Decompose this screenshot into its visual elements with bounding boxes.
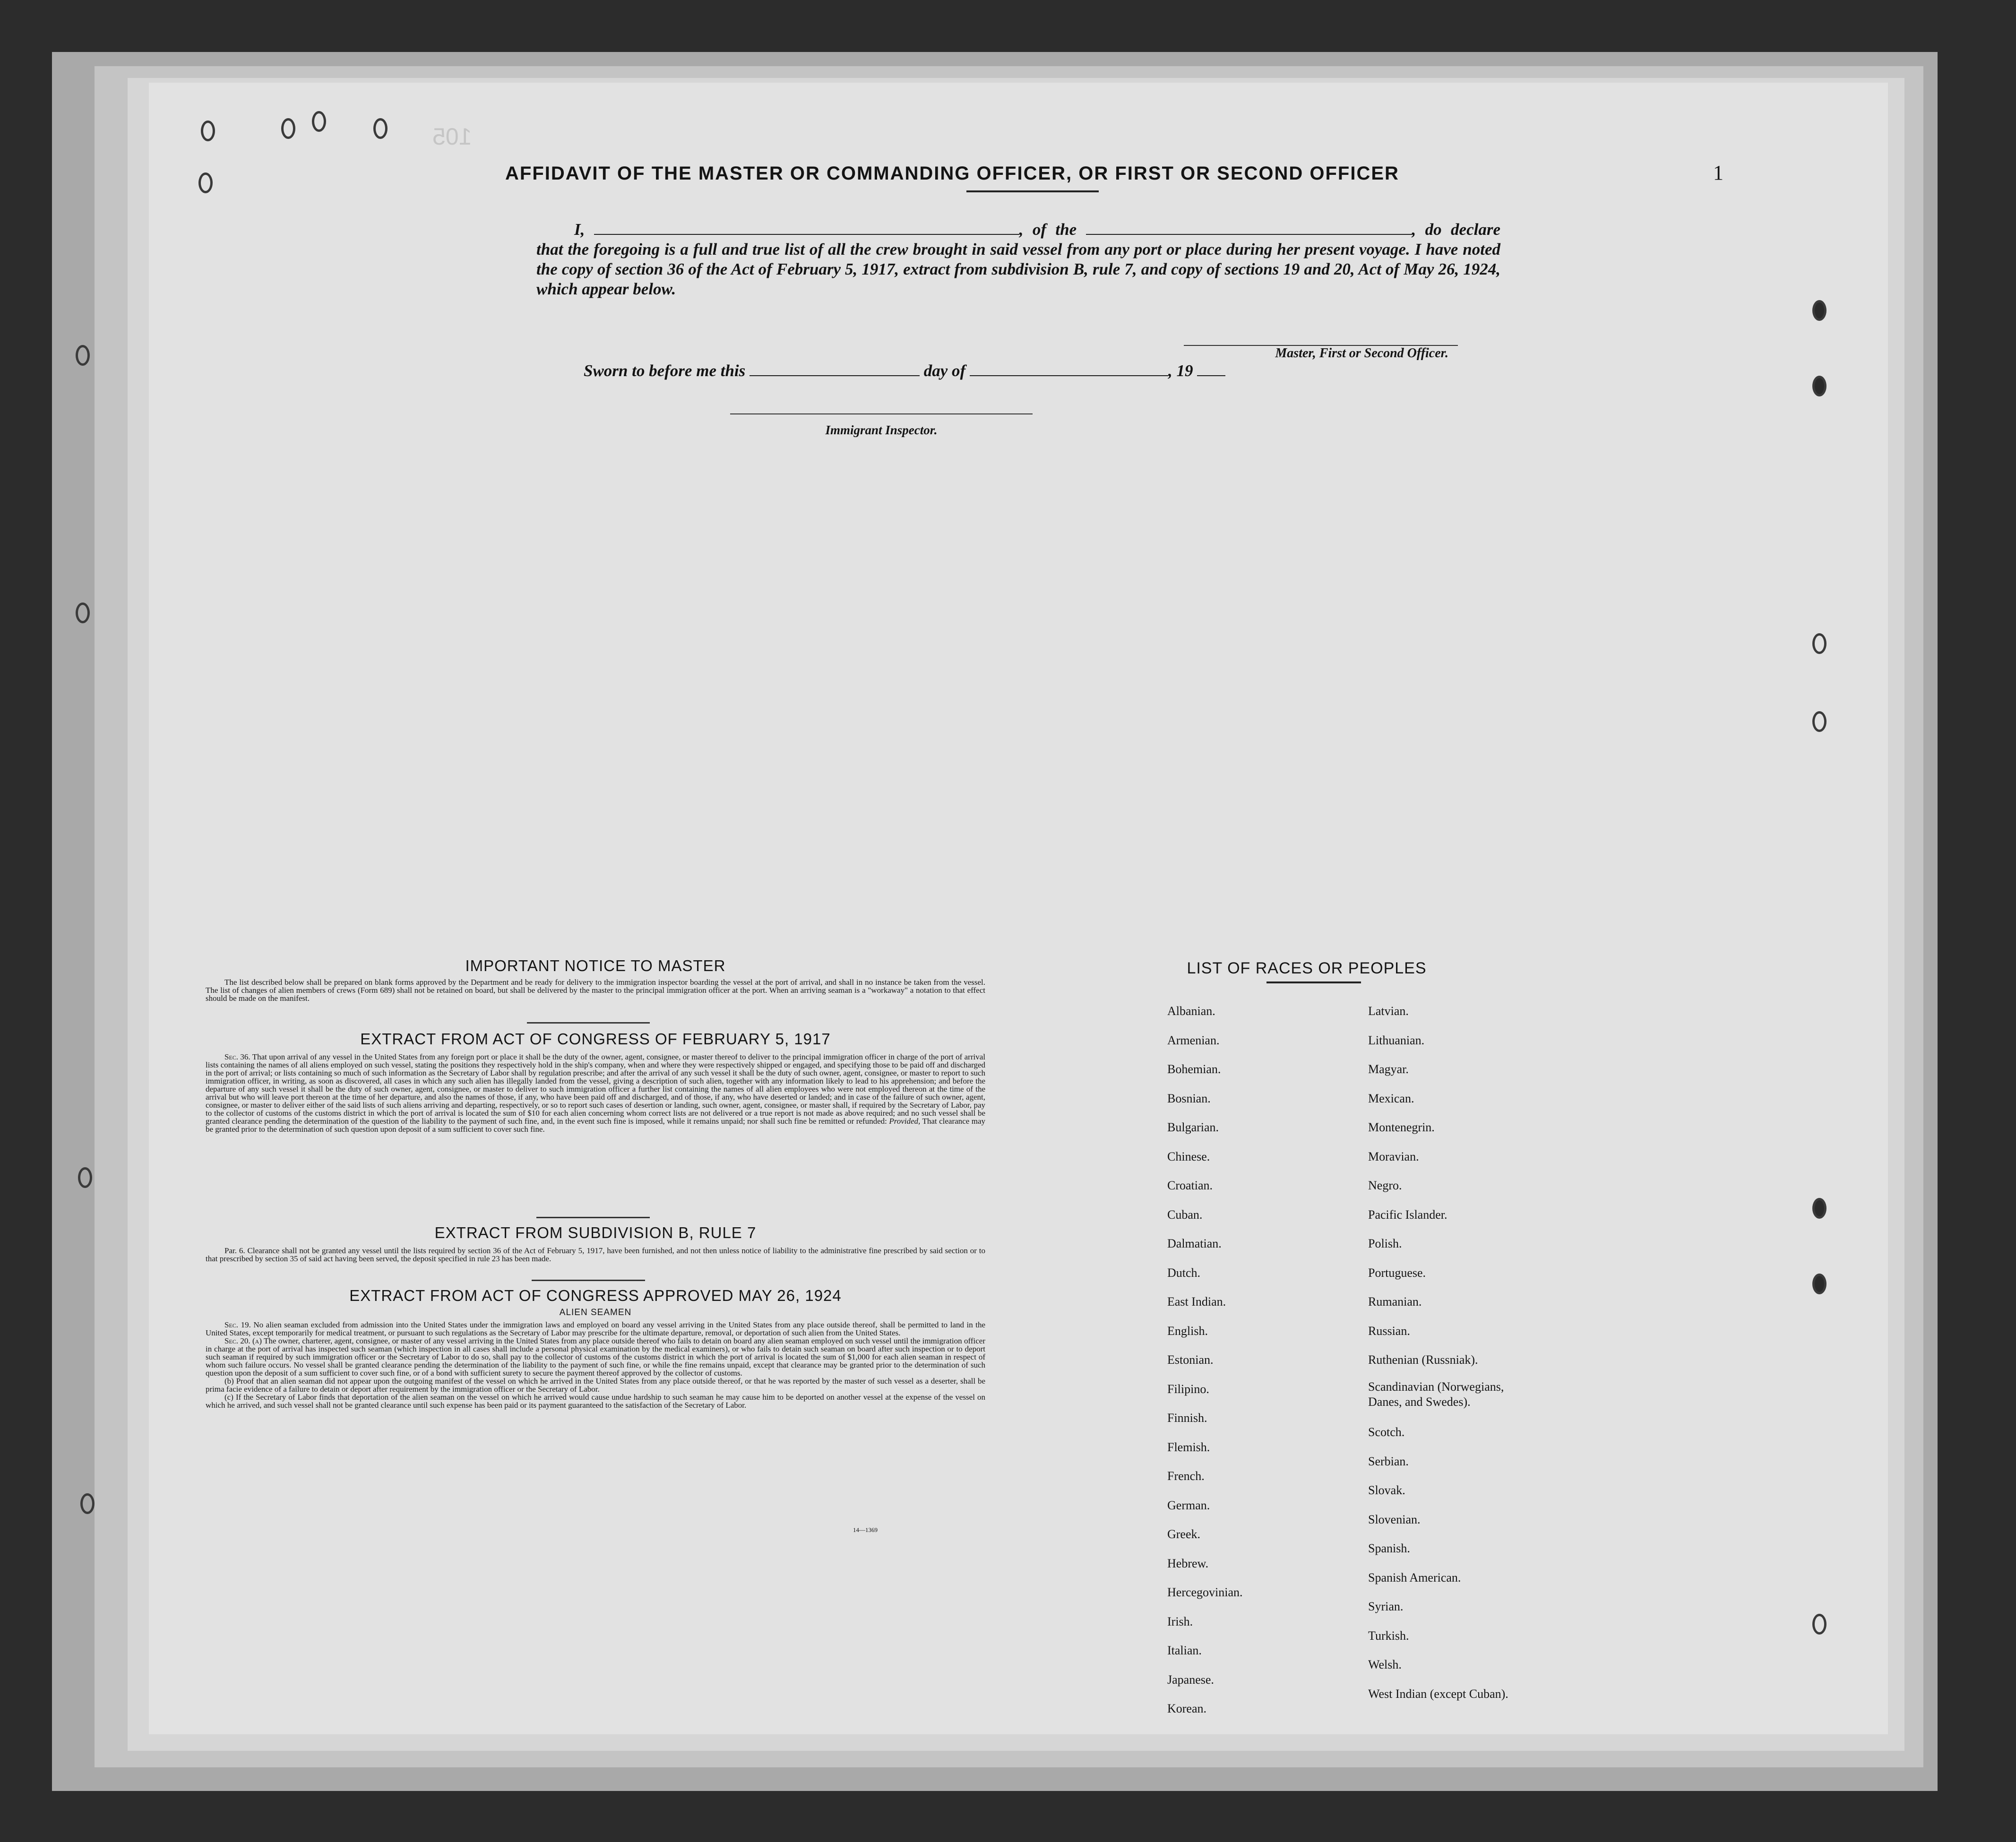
race-item: Bulgarian.	[1167, 1120, 1219, 1134]
section-label: Sec. 36.	[224, 1052, 250, 1061]
race-item: Dalmatian.	[1167, 1237, 1222, 1250]
punch-hole	[1812, 711, 1826, 732]
punch-hole	[78, 1167, 92, 1188]
form-number: 14—1369	[853, 1526, 878, 1533]
race-item: Bosnian.	[1167, 1092, 1211, 1105]
punch-hole	[1812, 633, 1826, 654]
punch-hole	[76, 603, 90, 623]
race-item: Lithuanian.	[1368, 1033, 1425, 1047]
race-item: Hercegovinian.	[1167, 1585, 1243, 1599]
race-item: Spanish American.	[1368, 1571, 1461, 1584]
race-item: Hebrew.	[1167, 1557, 1209, 1570]
race-item: Moravian.	[1368, 1150, 1419, 1163]
section-20b-text: Proof that an alien seaman did not appear upon the outgoing manifest of the vessel on which he arrived in the United States from any place outside thereof, or that he was reported by the master of such vessel as a deserter, shall be prima facie evidence of a failure to detain or deport after requirement by the immigration officer or the Secretary of Labor.	[206, 1377, 985, 1394]
punch-hole	[1812, 376, 1826, 396]
race-item: German.	[1167, 1498, 1210, 1512]
section-20a-text: The owner, charterer, agent, consignee, or master of any vessel arriving in the United States from any place outside thereof who fails to detain on board any alien seaman employed on such vessel until the immigration officer in charge at the port of arrival has inspected such seaman (which inspection in all cases shall include a personal physical examination by the medical examiners), or who fails to detain such seaman on board after such inspection or to deport such seaman if required by such immigration officer or the Secretary of Labor to do so, shall pay to the collector of customs of the customs district in which the port of arrival is located the sum of $1,000 for each alien seaman in respect of whom such failure occurs. No vessel shall be granted clearance pending the determination of the liability to the payment of such fine, or while the fine remains unpaid, except that clearance may be granted prior to the determination of such question upon the deposit of a sum sufficient to cover such fine, or of a bond with sufficient surety to secure the payment thereof approved by the collector of customs.	[206, 1336, 986, 1377]
race-item: Filipino.	[1167, 1382, 1209, 1396]
punch-hole	[80, 1493, 95, 1514]
race-item: Chinese.	[1167, 1150, 1210, 1163]
extract-1924-heading: EXTRACT FROM ACT OF CONGRESS APPROVED MAY 26, 1924	[349, 1287, 842, 1304]
extract-rule7-heading: EXTRACT FROM SUBDIVISION B, RULE 7	[434, 1224, 757, 1241]
year-blank	[1197, 363, 1225, 376]
race-item: Bohemian.	[1167, 1062, 1221, 1076]
race-item: Greek.	[1167, 1527, 1201, 1541]
master-signature-label: Master, First or Second Officer.	[1275, 346, 1448, 361]
section-text: That upon arrival of any vessel in the United States from any foreign port or place it shall be the duty of the owner, agent, consignee, or master thereof to deliver to the principal immigration officer in charge of the port of arrival lists containing the names of all aliens employed on such vessel, stating the positions they respectively hold in the ship's company, when and where they were respectively shipped or engaged, and specifying those to be paid off and discharged in the port of arrival; or lists containing so much of such information as the Secretary of Labor shall by regulation prescribe; and after the arrival of any such vessel it shall be the duty of such owner, agent, consignee, or master to report to such immigration officer, in writing, as soon as discovered, all cases in which any such alien has illegally landed from the vessel, giving a description of such alien, together with any information likely to lead to his apprehension; and before the departure of any such vessel it shall be the duty of such owner, agent, consignee, or master to deliver to such immigration officer a further list containing the names of all alien employees who were not employed thereon at the time of the arrival but who will leave port thereon at the time of her departure, and also the names of those, if any, who have been paid off and discharged, and of those, if any, who have deserted or landed; and in case of the failure of such owner, agent, consignee, or master to deliver either of the said lists of such aliens arriving and departing, respectively, or so to report such cases of desertion or landing, such owner, agent, consignee, or master shall, if required by the Secretary of Labor, pay to the collector of customs of the customs district in which the port of arrival is located the sum of $10 for each alien concerning whom correct lists are not delivered or a true report is not made as above required; and no such vessel shall be granted clearance pending the determination of the question of the liability to the payment of such fine, and, in the event such fine is imposed, while it remains unpaid; nor shall such fine be remitted or refunded:	[206, 1052, 985, 1126]
race-item: Welsh.	[1368, 1658, 1402, 1671]
inspector-signature-line	[730, 413, 1033, 414]
sworn-year-prefix: , 19	[1168, 362, 1193, 380]
punch-hole	[1812, 300, 1826, 321]
race-item: Dutch.	[1167, 1266, 1201, 1280]
extract-1917-text	[206, 1053, 985, 1133]
extract-1924-text	[206, 1321, 985, 1409]
extract-1917-heading: EXTRACT FROM ACT OF CONGRESS OF FEBRUARY 5, 1917	[360, 1030, 831, 1048]
race-item: Polish.	[1368, 1237, 1402, 1250]
race-item: Pacific Islander.	[1368, 1208, 1447, 1222]
section-rule	[532, 1280, 645, 1281]
declaration-of-the: , of the	[1019, 220, 1077, 239]
race-item: Magyar.	[1368, 1062, 1409, 1076]
race-item: Syrian.	[1368, 1600, 1404, 1613]
inspector-signature-label: Immigrant Inspector.	[825, 423, 938, 437]
race-item: Latvian.	[1368, 1004, 1409, 1018]
race-item: Scotch.	[1368, 1425, 1405, 1439]
name-blank	[594, 222, 1019, 235]
race-item: Korean.	[1167, 1702, 1207, 1715]
race-item: Ruthenian (Russniak).	[1368, 1353, 1478, 1367]
month-blank	[970, 363, 1168, 376]
race-item: Serbian.	[1368, 1455, 1409, 1468]
section-20c-label: (c)	[224, 1393, 233, 1402]
title-rule	[966, 190, 1099, 192]
notice-paragraph: The list described below shall be prepared on blank forms approved by the Department and be ready for delivery to the immigration inspector boarding the vessel at the port of arrival, and shall in no instance be taken from the vessel. The list of changes of alien members of crews (Form 689) shall not be retained on board, but shall be delivered by the master to the principal immigration officer at the port. When an arriving seaman is a "workaway" a notation to that effect should be made on the manifest.	[206, 978, 985, 1003]
section-rule	[536, 1217, 650, 1218]
section-20-label: Sec. 20. (a)	[224, 1336, 262, 1345]
race-item: West Indian (except Cuban).	[1368, 1687, 1508, 1701]
races-rule	[1266, 981, 1361, 983]
race-item: Spanish.	[1368, 1541, 1410, 1555]
sworn-line	[584, 362, 1225, 380]
declaration-text: that the foregoing is a full and true list of all the crew brought in said vessel from any port or place during her present voyage. I have noted the copy of section 36 of the Act of February 5, 1917, extract from subdivision B, rule 7, and copy of sections 19 and 20, Act of May 26, 1924, which appear below.	[536, 240, 1500, 298]
race-item: English.	[1167, 1324, 1208, 1338]
declaration-i: I,	[574, 220, 585, 239]
race-item: Slovenian.	[1368, 1513, 1421, 1526]
declaration-do-declare: , do declare	[1412, 220, 1501, 239]
punch-hole	[201, 121, 215, 141]
race-item: Scandinavian (Norwegians,	[1368, 1380, 1504, 1394]
race-item: Russian.	[1368, 1324, 1410, 1338]
day-blank	[750, 363, 920, 376]
section-19-label: Sec. 19.	[224, 1320, 251, 1329]
race-item: Cuban.	[1167, 1208, 1203, 1222]
race-item: Estonian.	[1167, 1353, 1214, 1367]
races-heading: LIST OF RACES OR PEOPLES	[1187, 959, 1427, 977]
race-item: Italian.	[1167, 1644, 1202, 1657]
vessel-blank	[1086, 222, 1412, 235]
page-number: 1	[1713, 161, 1723, 184]
race-item: Turkish.	[1368, 1629, 1409, 1643]
race-item: Mexican.	[1368, 1092, 1414, 1105]
race-item: Finnish.	[1167, 1411, 1207, 1425]
race-item: Albanian.	[1167, 1004, 1215, 1018]
extract-rule7-text	[206, 1247, 985, 1263]
punch-hole	[198, 172, 213, 193]
race-item: East Indian.	[1167, 1295, 1226, 1308]
punch-hole	[312, 111, 326, 132]
section-rule	[527, 1022, 650, 1024]
punch-hole	[76, 345, 90, 366]
race-item: Rumanian.	[1368, 1295, 1422, 1308]
race-item: Croatian.	[1167, 1179, 1213, 1192]
race-item: Danes, and Swedes).	[1368, 1395, 1471, 1409]
affidavit-declaration	[536, 220, 1500, 299]
document-page	[149, 83, 1888, 1734]
race-item: Irish.	[1167, 1615, 1193, 1628]
punch-hole	[1812, 1274, 1826, 1294]
provided-word: Provided,	[889, 1117, 921, 1126]
section-19-text: No alien seaman excluded from admission into the United States under the immigration laws and employed on board any vessel arriving in the United States from any place outside thereof, shall be permitted to land in the United States, except temporarily for medical treatment, or pursuant to such regulations as the Secretary of Labor may prescribe for the ultimate departure, removal, or deportation of such alien from the United States.	[206, 1320, 986, 1337]
race-item: Japanese.	[1167, 1673, 1214, 1687]
notice-heading: IMPORTANT NOTICE TO MASTER	[465, 957, 726, 974]
section-20c-text: If the Secretary of Labor finds that deportation of the alien seaman on the vessel on which he arrived would cause undue hardship to such seaman he may cause him to be deported on another vessel at the expense of the vessel on which he arrived, and such vessel shall not be granted clearance until such expense has been paid or its payment guaranteed to the satisfaction of the Secretary of Labor.	[206, 1393, 985, 1410]
race-item: Montenegrin.	[1368, 1120, 1435, 1134]
punch-hole	[1812, 1614, 1826, 1635]
section-20b-label: (b)	[224, 1377, 234, 1386]
race-item: Flemish.	[1167, 1440, 1210, 1454]
rule7-paragraph: Par. 6. Clearance shall not be granted any vessel until the lists required by section 36 of the Act of February 5, 1917, have been furnished, and not then unless notice of liability to the administrative fine prescribed by said section or to that prescribed by section 35 of said act having been served, the deposit specified in rule 23 has been made.	[206, 1246, 985, 1263]
sworn-day-of: day of	[923, 362, 966, 380]
race-item: Slovak.	[1368, 1483, 1405, 1497]
bleed-through-number: 105	[432, 123, 472, 150]
notice-text	[206, 978, 985, 1002]
race-item: Portuguese.	[1368, 1266, 1426, 1280]
sworn-text: Sworn to before me this	[584, 362, 746, 380]
punch-hole	[1812, 1198, 1826, 1219]
race-item: French.	[1167, 1469, 1205, 1483]
race-item: Armenian.	[1167, 1033, 1220, 1047]
punch-hole	[373, 118, 388, 139]
section-text-end: That clearance may be granted prior to the determination of such question upon deposit of a sum sufficient to cover such fine.	[206, 1117, 985, 1134]
race-item: Negro.	[1368, 1179, 1402, 1192]
affidavit-title: AFFIDAVIT OF THE MASTER OR COMMANDING OFFICER, OR FIRST OR SECOND OFFICER	[505, 163, 1399, 184]
punch-hole	[281, 118, 295, 139]
alien-seamen-subheading: ALIEN SEAMEN	[559, 1308, 632, 1317]
